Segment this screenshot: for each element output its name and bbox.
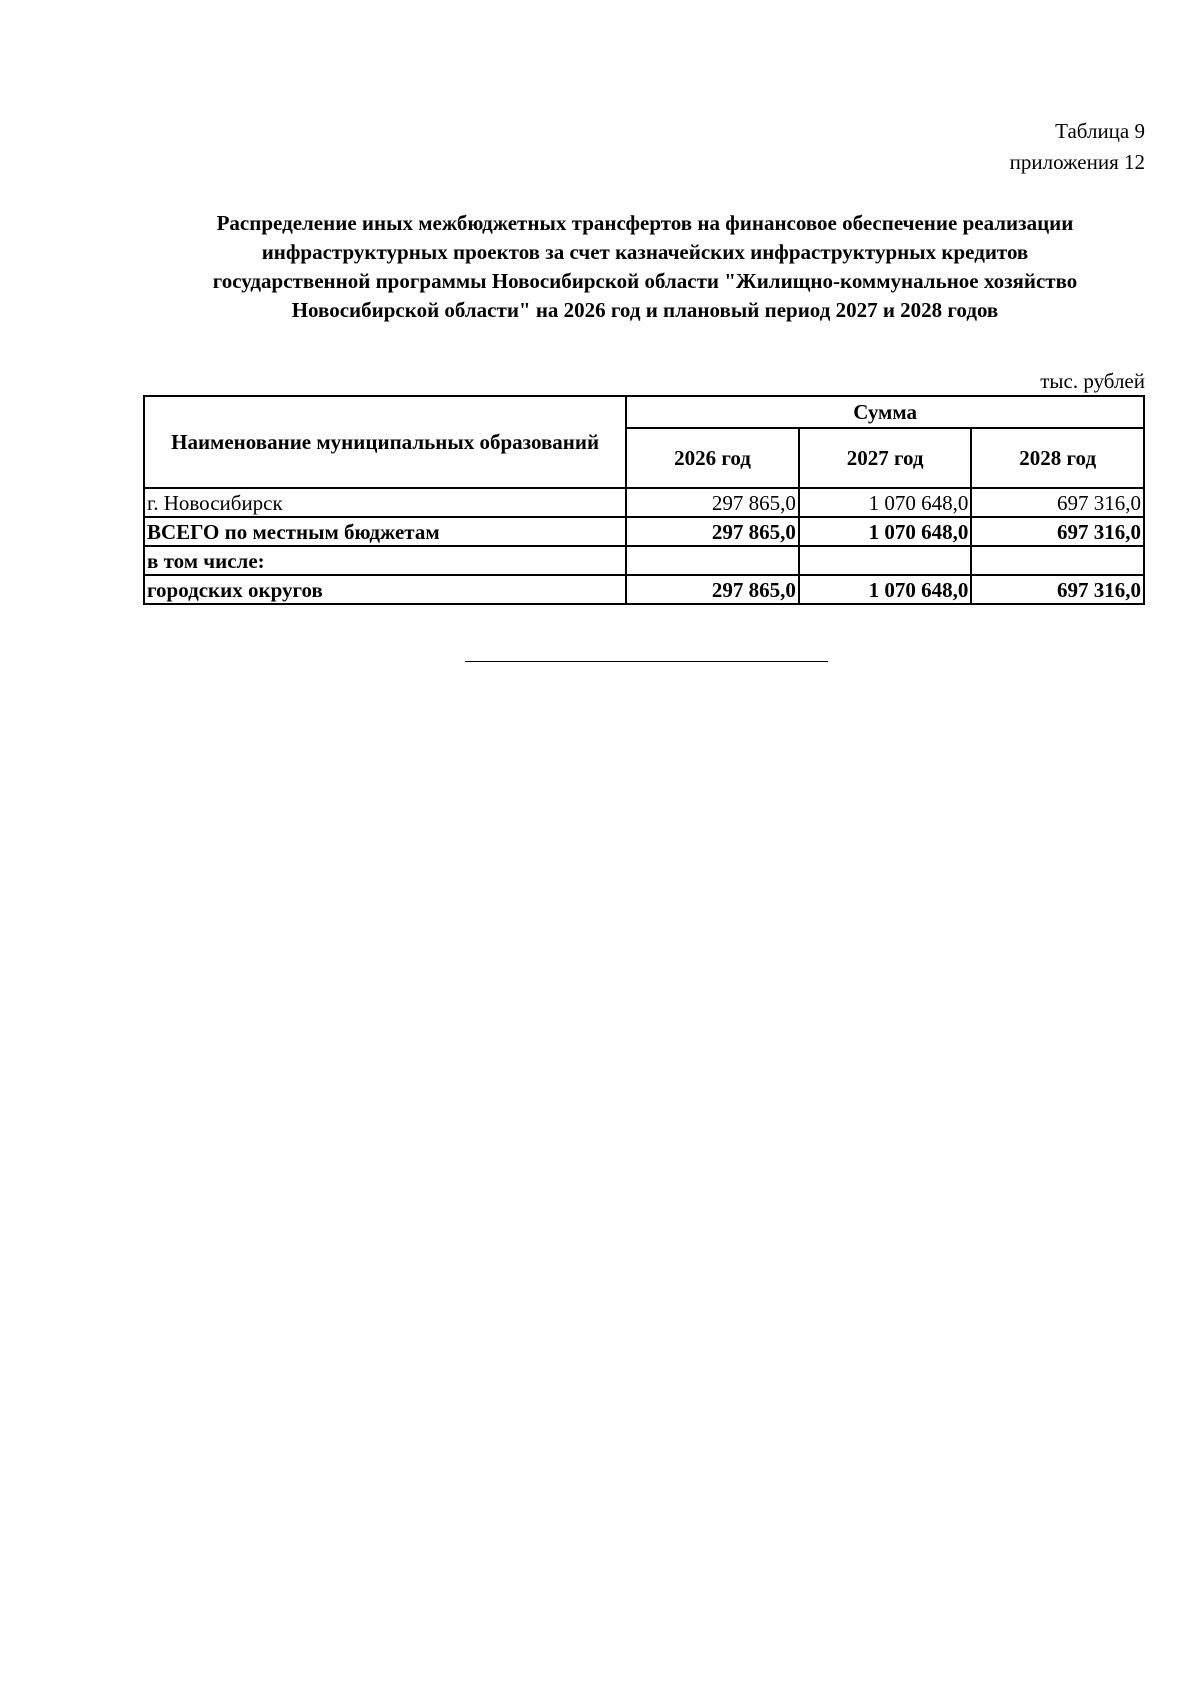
value-2026: 297 865,0: [626, 488, 799, 517]
value-2027: 1 070 648,0: [799, 488, 972, 517]
title-line: государственной программы Новосибирской области "Жилищно-коммунальное хозяйство: [212, 269, 1078, 293]
row-name: городских округов: [144, 575, 626, 604]
table-row-total: [144, 517, 1144, 546]
table-row: [144, 488, 1144, 517]
units-label: тыс. рублей: [1040, 369, 1145, 393]
document-header: [1010, 116, 1145, 178]
transfers-table: [143, 395, 1145, 605]
appendix-label: приложения 12: [1009, 150, 1145, 174]
column-header-sum: Сумма: [626, 396, 1144, 428]
value-2028: 697 316,0: [971, 517, 1144, 546]
title-line: Распределение иных межбюджетных трансфертов на финансовое обеспечение реализации: [216, 211, 1074, 235]
closing-rule: [465, 661, 828, 662]
column-header-2026: 2026 год: [626, 428, 799, 488]
value-2028: 697 316,0: [971, 488, 1144, 517]
column-header-name: Наименование муниципальных образований: [144, 396, 626, 488]
value-2026: 297 865,0: [626, 517, 799, 546]
value-2028: [971, 546, 1144, 575]
value-2027: 1 070 648,0: [799, 575, 972, 604]
value-2026: 297 865,0: [626, 575, 799, 604]
value-2027: 1 070 648,0: [799, 517, 972, 546]
table-row: [144, 575, 1144, 604]
row-name: в том числе:: [144, 546, 626, 575]
value-2028: 697 316,0: [971, 575, 1144, 604]
title-line: инфраструктурных проектов за счет казначейских инфраструктурных кредитов: [261, 240, 1029, 264]
row-name: г. Новосибирск: [144, 488, 626, 517]
table-row: [144, 546, 1144, 575]
value-2026: [626, 546, 799, 575]
table-number-label: Таблица 9: [1055, 119, 1145, 143]
title-line: Новосибирской области" на 2026 год и плановый период 2027 и 2028 годов: [291, 298, 999, 322]
row-name: ВСЕГО по местным бюджетам: [144, 517, 626, 546]
document-title: [145, 209, 1145, 325]
value-2027: [799, 546, 972, 575]
column-header-2028: 2028 год: [971, 428, 1144, 488]
column-header-2027: 2027 год: [799, 428, 972, 488]
